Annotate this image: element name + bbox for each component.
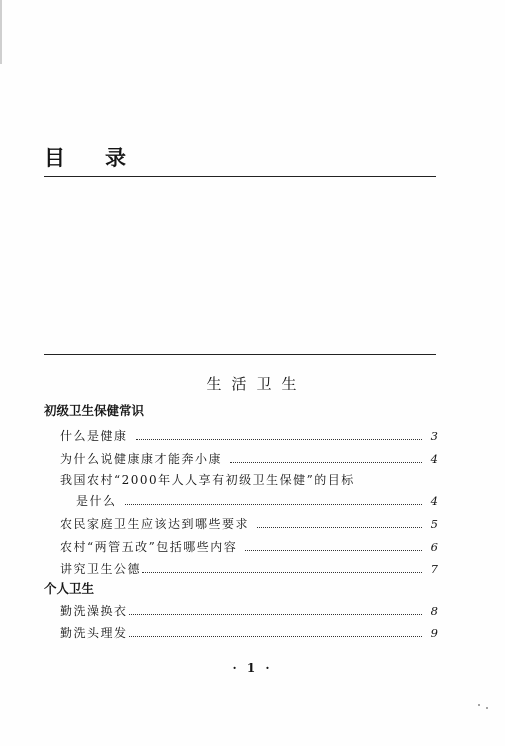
dot-leader (125, 504, 422, 505)
toc-entry-label: 勤洗头理发 (60, 626, 128, 640)
dot-leader (129, 614, 422, 615)
page-title: 目录 (44, 145, 166, 170)
dot-leader (136, 439, 422, 440)
toc-entry-continued[interactable] (60, 471, 438, 489)
dot-leader (230, 462, 422, 463)
toc-entry[interactable] (60, 427, 438, 445)
toc-entry-label: 农民家庭卫生应该达到哪些要求 (60, 517, 250, 531)
toc-entry-page: 5 (430, 517, 438, 531)
toc-entry[interactable] (60, 515, 438, 533)
scan-speck (486, 707, 488, 709)
toc-entry-page: 8 (430, 604, 438, 618)
toc-group-title: 初级卫生保健常识 (44, 403, 145, 418)
toc-entry-label: 讲究卫生公德 (60, 562, 142, 576)
dot-leader (257, 527, 422, 528)
page-number: · 1 · (232, 661, 273, 675)
toc-entry-label: 为什么说健康康才能奔小康 (60, 452, 223, 466)
toc-entry-page: 3 (430, 429, 438, 443)
toc-group-title: 个人卫生 (44, 581, 95, 596)
toc-entry[interactable] (60, 624, 438, 642)
toc-entry-page: 4 (430, 452, 438, 466)
dot-leader (129, 636, 422, 637)
dot-leader (245, 550, 422, 551)
toc-entry-label: 什么是健康 (60, 429, 128, 443)
toc-entry-label: 是什么 (76, 494, 117, 508)
toc-entry-page: 4 (430, 494, 438, 508)
toc-entry[interactable] (60, 602, 438, 620)
toc-entry[interactable] (76, 492, 438, 510)
toc-entry-page: 6 (430, 540, 438, 554)
toc-entry-label: 我国农村“2000年人人享有初级卫生保健”的目标 (60, 473, 355, 487)
toc-entry-page: 7 (430, 562, 438, 576)
toc-entry[interactable] (60, 450, 438, 468)
scan-speck (478, 704, 480, 706)
toc-entry-page: 9 (430, 626, 438, 640)
section-heading: 生活卫生 (206, 375, 307, 393)
dot-leader (142, 572, 422, 573)
toc-entry[interactable] (60, 538, 438, 556)
toc-entry-label: 农村“两管五改”包括哪些内容 (60, 540, 238, 554)
toc-entry-label: 勤洗澡换衣 (60, 604, 128, 618)
toc-entry[interactable] (60, 560, 438, 578)
